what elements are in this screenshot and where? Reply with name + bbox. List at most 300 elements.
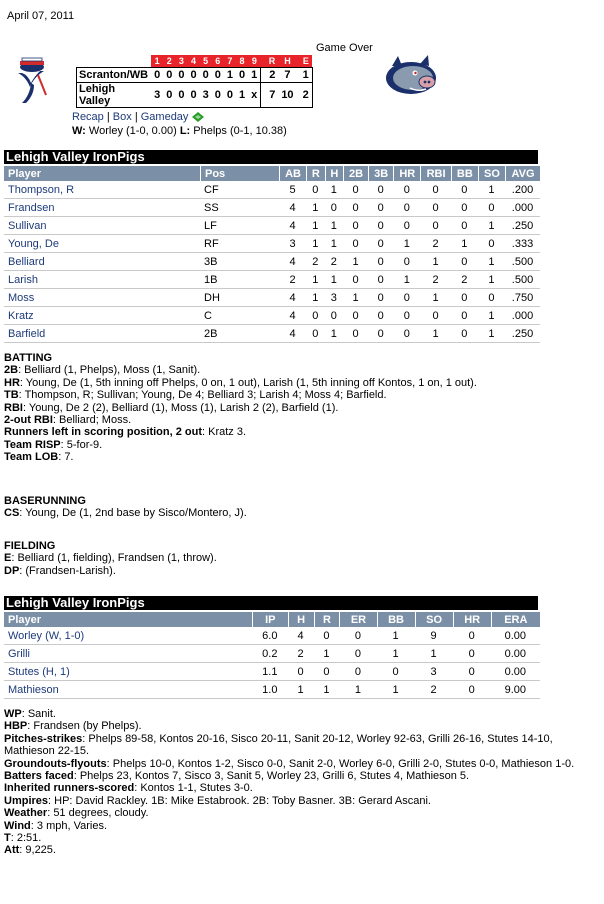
pitcher-link[interactable]: Worley (W, 1-0) <box>4 627 252 645</box>
column-header: H <box>325 166 343 181</box>
table-cell: 3 <box>415 663 453 681</box>
table-cell: 0 <box>343 235 368 253</box>
fielding-notes <box>4 540 600 577</box>
table-cell: 1 <box>314 681 340 699</box>
table-cell: 0 <box>339 663 376 681</box>
table-cell: 1.0 <box>252 681 288 699</box>
inning-score: x <box>248 83 261 108</box>
note-line <box>4 507 600 519</box>
note-line <box>4 377 600 389</box>
table-cell: 0 <box>451 307 478 325</box>
table-cell: .500 <box>505 253 540 271</box>
table-cell: 1 <box>325 325 343 343</box>
table-cell: 1 <box>478 271 505 289</box>
note-key: CS <box>4 507 20 520</box>
table-cell: 0 <box>368 271 393 289</box>
note-key: Groundouts-flyouts <box>4 757 107 770</box>
table-cell: 1 <box>393 235 420 253</box>
player-link[interactable]: Sullivan <box>4 217 200 235</box>
notes-heading: FIELDING <box>4 540 56 552</box>
inning-header: 7 <box>224 55 236 68</box>
table-cell: 0 <box>393 253 420 271</box>
note-key: Runners left in scoring position, 2 out <box>4 426 203 439</box>
table-cell: 0 <box>343 325 368 343</box>
table-cell: 3B <box>200 253 279 271</box>
table-cell: 0 <box>306 181 324 199</box>
hits-header: H <box>278 55 296 68</box>
inning-header: 5 <box>200 55 212 68</box>
column-header: R <box>314 612 340 627</box>
note-key: Batters faced <box>4 770 74 783</box>
table-row <box>4 663 540 681</box>
table-cell: 0.2 <box>252 645 288 663</box>
player-link[interactable]: Belliard <box>4 253 200 271</box>
table-cell: 1 <box>377 645 415 663</box>
inning-score: 0 <box>163 68 175 83</box>
table-cell: 2 <box>288 645 314 663</box>
table-cell: 3 <box>325 289 343 307</box>
note-key: HR <box>4 376 20 389</box>
note-value: : Young, De 2 (2), Belliard (1), Moss (1), Larish 2 (2), Barfield (1). <box>22 401 339 414</box>
note-line <box>4 795 600 807</box>
player-link[interactable]: Young, De <box>4 235 200 253</box>
table-row <box>4 627 540 645</box>
table-cell: 0 <box>393 217 420 235</box>
inning-score: 3 <box>151 83 163 108</box>
table-cell: 0 <box>377 663 415 681</box>
table-cell: 0 <box>451 217 478 235</box>
note-value: : HP: David Rackley. 1B: Mike Estabrook. 2B: Toby Basner. 3B: Gerard Ascani. <box>48 794 431 807</box>
game-date: April 07, 2011 <box>7 10 75 22</box>
errors-header: E <box>297 55 313 68</box>
table-row <box>4 199 540 217</box>
note-key: HBP <box>4 720 28 733</box>
linescore-header-row <box>77 55 313 68</box>
table-cell: 0 <box>343 199 368 217</box>
note-line <box>4 565 600 577</box>
column-header: SO <box>415 612 453 627</box>
inning-score: 0 <box>187 68 199 83</box>
note-key: RBI <box>4 401 23 414</box>
note-value: : 7. <box>58 451 74 464</box>
note-key: Inherited runners-scored <box>4 782 135 795</box>
table-cell: 0.00 <box>491 627 540 645</box>
inning-header: 9 <box>248 55 261 68</box>
link-separator: | <box>106 111 110 123</box>
note-value: : Sanit. <box>21 708 56 720</box>
table-cell: 2 <box>325 253 343 271</box>
inning-score: 1 <box>236 83 248 108</box>
table-cell: 1 <box>314 645 340 663</box>
note-value: : Belliard (1, Phelps), Moss (1, Sanit). <box>18 364 201 377</box>
note-line <box>4 426 600 438</box>
inning-header: 8 <box>236 55 248 68</box>
table-cell: 0 <box>325 199 343 217</box>
table-cell: 0 <box>420 217 450 235</box>
player-link[interactable]: Kratz <box>4 307 200 325</box>
table-cell: 9 <box>415 627 453 645</box>
note-line <box>4 708 600 720</box>
note-key: Att <box>4 844 20 857</box>
loser-label: L: <box>179 125 191 137</box>
table-cell: 0 <box>368 289 393 307</box>
table-cell: 1 <box>343 253 368 271</box>
table-cell: 4 <box>279 199 306 217</box>
table-cell: 1 <box>451 235 478 253</box>
note-value: : 51 degrees, cloudy. <box>47 807 149 820</box>
batting-header-row <box>4 166 540 181</box>
inning-score: 0 <box>236 68 248 83</box>
inning-score: 0 <box>163 83 175 108</box>
table-cell: 0 <box>339 627 376 645</box>
player-link[interactable]: Frandsen <box>4 199 200 217</box>
pitching-section-title: Lehigh Valley IronPigs <box>4 596 538 610</box>
note-key: 2-out RBI <box>4 414 53 427</box>
table-cell: 1 <box>420 253 450 271</box>
table-cell: 1B <box>200 271 279 289</box>
table-row <box>4 307 540 325</box>
table-cell: 0 <box>368 253 393 271</box>
table-cell: 0 <box>420 199 450 217</box>
table-cell: 1 <box>478 325 505 343</box>
column-header: IP <box>252 612 288 627</box>
notes-heading: BATTING <box>4 352 53 364</box>
note-value: : Young, De (1, 5th inning off Phelps, 0 on, 1 out), Larish (1, 5th inning off Kontos, 1 on, 1 out). <box>19 376 477 389</box>
table-cell: C <box>200 307 279 325</box>
pitcher-link[interactable]: Grilli <box>4 645 252 663</box>
table-cell: 4 <box>279 325 306 343</box>
table-cell: 0 <box>478 235 505 253</box>
pitcher-link[interactable]: Stutes (H, 1) <box>4 663 252 681</box>
note-key: Pitches-strikes <box>4 732 83 745</box>
table-cell: 1.1 <box>252 663 288 681</box>
table-cell: 0 <box>478 199 505 217</box>
table-cell: 0 <box>368 199 393 217</box>
table-cell: 0 <box>325 307 343 325</box>
table-cell: 0 <box>288 663 314 681</box>
total-errors: 1 <box>297 68 313 83</box>
table-cell: .250 <box>505 217 540 235</box>
table-cell: 1 <box>306 289 324 307</box>
inning-score: 3 <box>200 83 212 108</box>
table-cell: 2 <box>420 271 450 289</box>
table-cell: 0 <box>314 663 340 681</box>
table-cell: 1 <box>343 289 368 307</box>
table-cell: 0 <box>368 235 393 253</box>
table-cell: .500 <box>505 271 540 289</box>
linescore-table <box>76 55 313 108</box>
scranton-yankees-logo <box>12 55 56 107</box>
inning-header: 2 <box>163 55 175 68</box>
note-value: : Phelps 89-58, Kontos 20-16, Sisco 20-11, Sanit 20-12, Worley 92-63, Grilli 26-16, Stutes 14-10, Mathieson 22-15. <box>4 732 553 758</box>
table-cell: 1 <box>306 235 324 253</box>
inning-score: 1 <box>224 68 236 83</box>
table-cell: 1 <box>325 217 343 235</box>
column-header: 3B <box>368 166 393 181</box>
note-value: : (Frandsen-Larish). <box>19 564 116 577</box>
column-header: AB <box>279 166 306 181</box>
note-key: DP <box>4 564 20 577</box>
baserunning-notes <box>4 495 600 520</box>
table-cell: .000 <box>505 199 540 217</box>
note-key: E <box>4 552 12 565</box>
note-line <box>4 389 600 401</box>
table-cell: 1 <box>420 289 450 307</box>
note-line <box>4 770 600 782</box>
table-cell: 4 <box>288 627 314 645</box>
table-cell: 2 <box>279 271 306 289</box>
table-cell: 9.00 <box>491 681 540 699</box>
table-cell: 1 <box>377 681 415 699</box>
inning-score: 0 <box>175 83 187 108</box>
inning-score: 0 <box>175 68 187 83</box>
table-cell: 1 <box>325 271 343 289</box>
table-cell: 1 <box>478 181 505 199</box>
ironpigs-logo <box>382 52 440 98</box>
inning-score: 1 <box>248 68 261 83</box>
table-cell: 1 <box>306 199 324 217</box>
player-link[interactable]: Thompson, R <box>4 181 200 199</box>
table-cell: 4 <box>279 307 306 325</box>
column-header: ER <box>339 612 376 627</box>
batting-table <box>4 166 540 343</box>
table-cell: 1 <box>288 681 314 699</box>
inning-score: 0 <box>224 83 236 108</box>
table-cell: 0 <box>453 645 491 663</box>
table-cell: 0 <box>343 271 368 289</box>
inning-score: 0 <box>151 68 163 83</box>
total-runs: 2 <box>261 68 279 83</box>
recap-link[interactable]: Recap <box>72 111 104 123</box>
table-cell: 0 <box>393 289 420 307</box>
table-cell: .250 <box>505 325 540 343</box>
column-header: SO <box>478 166 505 181</box>
table-cell: 4 <box>279 217 306 235</box>
inning-score: 0 <box>212 68 224 83</box>
note-value: : 9,225. <box>19 844 56 857</box>
note-value: : Phelps 10-0, Kontos 1-2, Sisco 0-0, Sanit 2-0, Worley 6-0, Grilli 2-0, Stutes 0-0, Mathieson 1-0. <box>106 757 575 770</box>
box-link[interactable]: Box <box>112 111 132 123</box>
table-cell: 1 <box>306 217 324 235</box>
table-cell: CF <box>200 181 279 199</box>
note-line <box>4 720 600 732</box>
note-value: : Frandsen (by Phelps). <box>27 720 142 733</box>
table-cell: 0 <box>453 627 491 645</box>
losing-pitcher: Phelps (0-1, 10.38) <box>193 125 287 137</box>
note-value: : Belliard (1, fielding), Frandsen (1, throw). <box>11 552 217 565</box>
player-link[interactable]: Moss <box>4 289 200 307</box>
column-header: ERA <box>491 612 540 627</box>
table-cell: 4 <box>279 289 306 307</box>
table-cell: 0.00 <box>491 663 540 681</box>
table-cell: 5 <box>279 181 306 199</box>
table-cell: 0 <box>368 217 393 235</box>
column-header: AVG <box>505 166 540 181</box>
note-line <box>4 807 600 819</box>
note-line <box>4 733 600 758</box>
inning-score: 0 <box>212 83 224 108</box>
gameday-link[interactable]: Gameday <box>140 111 189 123</box>
linescore-row-home <box>77 83 313 108</box>
column-header: BB <box>377 612 415 627</box>
column-header: Pos <box>200 166 279 181</box>
column-header: R <box>306 166 324 181</box>
note-key: T <box>4 832 11 845</box>
note-value: : Belliard; Moss. <box>52 414 132 427</box>
table-cell: 0 <box>393 325 420 343</box>
column-header: 2B <box>343 166 368 181</box>
table-cell: 1 <box>377 627 415 645</box>
table-cell: 0 <box>451 325 478 343</box>
table-cell: 0.00 <box>491 645 540 663</box>
table-row <box>4 289 540 307</box>
table-cell: 2 <box>451 271 478 289</box>
note-line <box>4 832 600 844</box>
table-cell: 0 <box>343 217 368 235</box>
note-line <box>4 364 600 376</box>
table-row <box>4 271 540 289</box>
pitcher-link[interactable]: Mathieson <box>4 681 252 699</box>
note-key: Team RISP <box>4 438 61 451</box>
table-cell: 0 <box>420 181 450 199</box>
table-cell: 0 <box>393 181 420 199</box>
pitching-decisions <box>72 125 287 137</box>
table-cell: DH <box>200 289 279 307</box>
note-key: Weather <box>4 807 48 820</box>
inning-header: 4 <box>187 55 199 68</box>
table-cell: 0 <box>368 181 393 199</box>
table-cell: 1 <box>325 235 343 253</box>
game-links <box>72 111 204 125</box>
note-line <box>4 402 600 414</box>
table-cell: 1 <box>478 217 505 235</box>
total-hits: 7 <box>278 68 296 83</box>
table-cell: 0 <box>393 199 420 217</box>
table-cell: 0 <box>451 253 478 271</box>
note-key: 2B <box>4 364 19 377</box>
table-cell: 0 <box>368 307 393 325</box>
table-cell: .200 <box>505 181 540 199</box>
note-value: : 3 mph, Varies. <box>30 819 107 832</box>
inning-score: 0 <box>200 68 212 83</box>
player-link[interactable]: Barfield <box>4 325 200 343</box>
table-row <box>4 645 540 663</box>
table-row <box>4 681 540 699</box>
table-cell: 1 <box>393 271 420 289</box>
table-cell: 0 <box>451 199 478 217</box>
note-key: WP <box>4 708 22 720</box>
table-cell: 6.0 <box>252 627 288 645</box>
note-line <box>4 782 600 794</box>
table-row <box>4 325 540 343</box>
table-cell: .000 <box>505 307 540 325</box>
note-value: : Thompson, R; Sullivan; Young, De 4; Belliard 3; Larish 4; Moss 4; Barfield. <box>18 389 387 402</box>
table-cell: 1 <box>325 181 343 199</box>
linescore-row-away <box>77 68 313 83</box>
table-cell: .333 <box>505 235 540 253</box>
table-cell: 2 <box>420 235 450 253</box>
table-row <box>4 235 540 253</box>
table-cell: 1 <box>306 271 324 289</box>
table-cell: 2B <box>200 325 279 343</box>
column-header: H <box>288 612 314 627</box>
note-value: : Kontos 1-1, Stutes 3-0. <box>134 782 253 795</box>
table-cell: 1 <box>420 325 450 343</box>
player-link[interactable]: Larish <box>4 271 200 289</box>
column-header: Player <box>4 166 200 181</box>
team-name: Scranton/WB <box>77 68 152 83</box>
table-cell: 0 <box>343 181 368 199</box>
note-key: Team LOB <box>4 451 59 464</box>
table-cell: 3 <box>279 235 306 253</box>
note-line <box>4 820 600 832</box>
table-cell: 0 <box>453 681 491 699</box>
table-cell: 1 <box>415 645 453 663</box>
note-value: : 5-for-9. <box>60 438 103 451</box>
table-cell: .750 <box>505 289 540 307</box>
inning-header: 6 <box>212 55 224 68</box>
inning-header: 3 <box>175 55 187 68</box>
column-header: HR <box>453 612 491 627</box>
table-cell: 1 <box>478 307 505 325</box>
column-header: RBI <box>420 166 450 181</box>
table-cell: 1 <box>339 681 376 699</box>
table-cell: 0 <box>314 627 340 645</box>
table-cell: 2 <box>306 253 324 271</box>
team-name: Lehigh Valley <box>77 83 152 108</box>
note-line <box>4 414 600 426</box>
note-key: Wind <box>4 819 31 832</box>
column-header: BB <box>451 166 478 181</box>
note-line <box>4 439 600 451</box>
inning-score: 0 <box>187 83 199 108</box>
note-key: TB <box>4 389 19 402</box>
notes-heading: BASERUNNING <box>4 495 86 507</box>
total-hits: 10 <box>278 83 296 108</box>
table-cell: 1 <box>478 253 505 271</box>
link-separator: | <box>134 111 138 123</box>
table-cell: 0 <box>420 307 450 325</box>
table-row <box>4 181 540 199</box>
pitching-header-row <box>4 612 540 627</box>
note-value: : Phelps 23, Kontos 7, Sisco 3, Sanit 5, Worley 23, Grilli 6, Stutes 4, Mathieson 5. <box>73 770 470 783</box>
total-errors: 2 <box>297 83 313 108</box>
table-cell: 0 <box>306 307 324 325</box>
table-row <box>4 217 540 235</box>
table-cell: 4 <box>279 253 306 271</box>
table-row <box>4 253 540 271</box>
game-status: Game Over <box>316 42 373 54</box>
inning-header: 1 <box>151 55 163 68</box>
gameday-diamond-icon <box>192 112 204 125</box>
column-header: Player <box>4 612 252 627</box>
batting-notes <box>4 352 600 464</box>
note-value: : 2:51. <box>10 832 42 845</box>
table-cell: 0 <box>451 181 478 199</box>
note-line <box>4 844 600 856</box>
table-cell: 0 <box>451 289 478 307</box>
total-runs: 7 <box>261 83 279 108</box>
batting-section-title: Lehigh Valley IronPigs <box>4 150 538 164</box>
winner-label: W: <box>72 125 86 137</box>
winning-pitcher: Worley (1-0, 0.00) <box>88 125 177 137</box>
table-cell: LF <box>200 217 279 235</box>
table-cell: 0 <box>453 663 491 681</box>
game-notes <box>4 708 600 857</box>
table-cell: 0 <box>339 645 376 663</box>
note-line <box>4 552 600 564</box>
column-header: HR <box>393 166 420 181</box>
